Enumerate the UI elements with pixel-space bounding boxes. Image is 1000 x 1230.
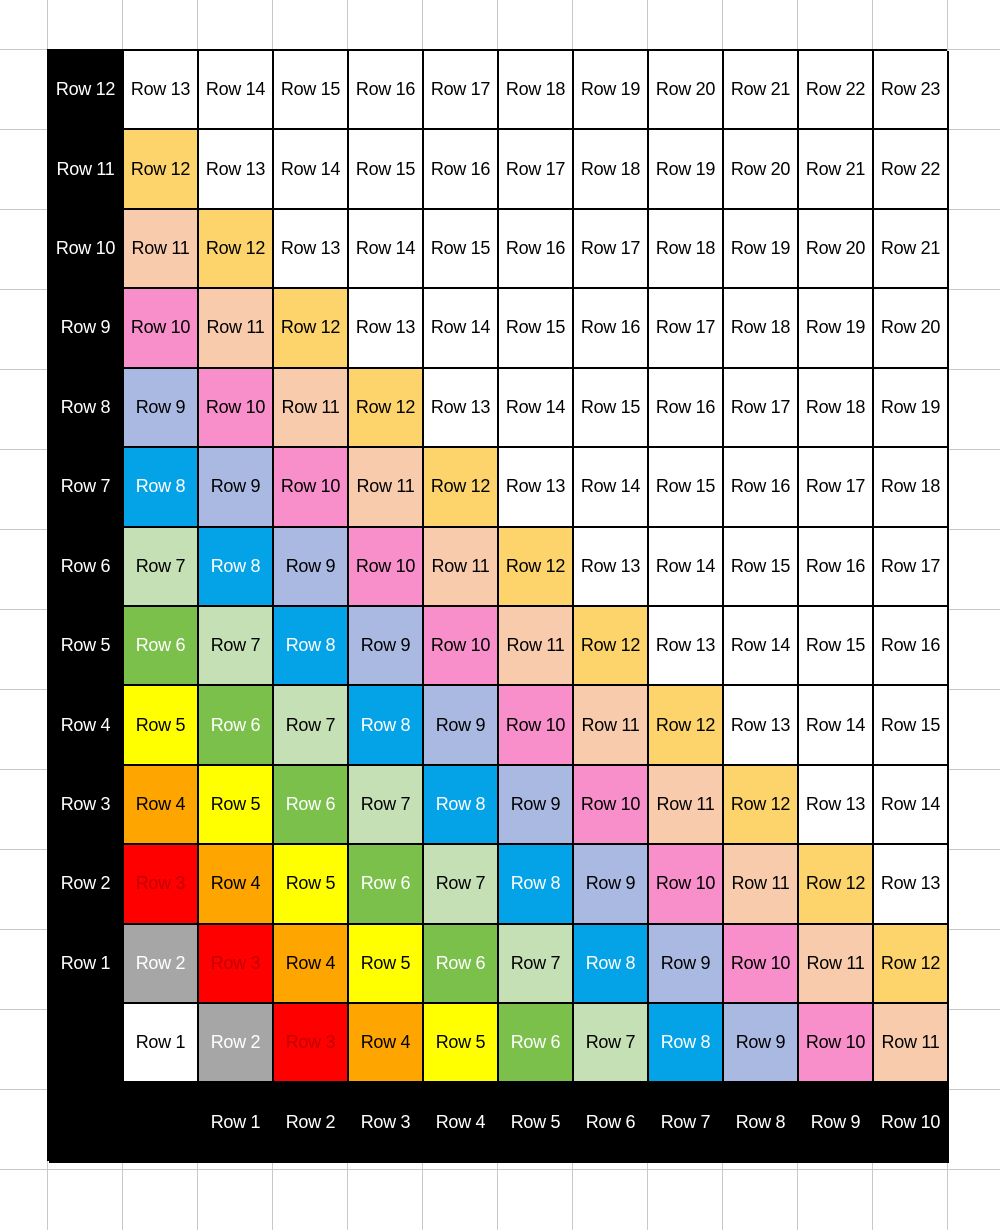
- grid-cell[interactable]: Row 11: [349, 448, 424, 527]
- grid-cell[interactable]: Row 20: [724, 130, 799, 209]
- grid-cell[interactable]: Row 9: [274, 528, 349, 607]
- grid-cell[interactable]: Row 6: [424, 925, 499, 1004]
- grid-cell[interactable]: Row 9: [49, 289, 124, 368]
- grid-cell[interactable]: Row 20: [799, 210, 874, 289]
- grid-cell[interactable]: Row 17: [649, 289, 724, 368]
- grid-cell[interactable]: Row 15: [424, 210, 499, 289]
- grid-cell[interactable]: Row 5: [124, 686, 199, 765]
- grid-cell[interactable]: Row 10: [799, 1004, 874, 1083]
- grid-cell[interactable]: Row 6: [349, 845, 424, 924]
- grid-cell[interactable]: Row 19: [649, 130, 724, 209]
- grid-cell[interactable]: Row 13: [799, 766, 874, 845]
- grid-cell[interactable]: Row 10: [124, 289, 199, 368]
- grid-cell[interactable]: Row 12: [199, 210, 274, 289]
- grid-cell[interactable]: Row 19: [574, 51, 649, 130]
- grid-cell[interactable]: Row 8: [649, 1004, 724, 1083]
- grid-cell[interactable]: Row 12: [274, 289, 349, 368]
- grid-cell[interactable]: Row 12: [349, 369, 424, 448]
- grid-cell[interactable]: Row 7: [199, 607, 274, 686]
- grid-cell[interactable]: Row 16: [874, 607, 949, 686]
- grid-cell[interactable]: Row 13: [724, 686, 799, 765]
- grid-cell[interactable]: Row 15: [349, 130, 424, 209]
- grid-cell[interactable]: Row 23: [874, 51, 949, 130]
- grid-cell[interactable]: Row 13: [499, 448, 574, 527]
- grid-cell[interactable]: Row 4: [49, 686, 124, 765]
- grid-cell[interactable]: Row 7: [124, 528, 199, 607]
- grid-cell[interactable]: Row 12: [874, 925, 949, 1004]
- grid-cell[interactable]: Row 1: [124, 1004, 199, 1083]
- grid-cell[interactable]: Row 8: [349, 686, 424, 765]
- grid-cell[interactable]: Row 9: [724, 1004, 799, 1083]
- grid-cell[interactable]: Row 10: [199, 369, 274, 448]
- grid-cell[interactable]: Row 21: [799, 130, 874, 209]
- grid-cell[interactable]: Row 10: [574, 766, 649, 845]
- grid-cell[interactable]: Row 15: [799, 607, 874, 686]
- grid-cell[interactable]: Row 1: [199, 1083, 274, 1162]
- grid-cell[interactable]: Row 11: [574, 686, 649, 765]
- grid-cell[interactable]: Row 15: [724, 528, 799, 607]
- grid-cell[interactable]: Row 22: [874, 130, 949, 209]
- grid-cell[interactable]: Row 12: [799, 845, 874, 924]
- grid-cell[interactable]: Row 8: [574, 925, 649, 1004]
- grid-cell[interactable]: Row 10: [349, 528, 424, 607]
- grid-cell[interactable]: Row 2: [124, 925, 199, 1004]
- grid-cell[interactable]: Row 9: [349, 607, 424, 686]
- grid-cell[interactable]: Row 16: [649, 369, 724, 448]
- grid-cell[interactable]: Row 9: [799, 1083, 874, 1162]
- grid-cell[interactable]: Row 16: [424, 130, 499, 209]
- grid-cell[interactable]: Row 4: [124, 766, 199, 845]
- grid-cell[interactable]: Row 11: [499, 607, 574, 686]
- grid-cell[interactable]: Row 5: [424, 1004, 499, 1083]
- grid-cell[interactable]: Row 6: [274, 766, 349, 845]
- grid-cell[interactable]: Row 4: [349, 1004, 424, 1083]
- grid-cell[interactable]: Row 17: [424, 51, 499, 130]
- grid-cell[interactable]: Row 16: [499, 210, 574, 289]
- grid-cell[interactable]: Row 8: [724, 1083, 799, 1162]
- grid-cell[interactable]: Row 3: [199, 925, 274, 1004]
- grid-cell[interactable]: Row 7: [349, 766, 424, 845]
- grid-cell[interactable]: Row 12: [124, 130, 199, 209]
- grid-cell[interactable]: Row 11: [649, 766, 724, 845]
- grid-cell[interactable]: Row 20: [874, 289, 949, 368]
- grid-cell[interactable]: Row 7: [574, 1004, 649, 1083]
- grid-cell[interactable]: Row 17: [874, 528, 949, 607]
- grid-cell[interactable]: Row 11: [49, 130, 124, 209]
- grid-cell[interactable]: Row 11: [274, 369, 349, 448]
- grid-cell[interactable]: Row 14: [649, 528, 724, 607]
- grid-cell[interactable]: Row 11: [724, 845, 799, 924]
- grid-cell[interactable]: Row 18: [499, 51, 574, 130]
- grid-cell[interactable]: Row 14: [724, 607, 799, 686]
- grid-cell[interactable]: Row 14: [574, 448, 649, 527]
- grid-cell[interactable]: Row 14: [274, 130, 349, 209]
- grid-cell[interactable]: Row 17: [499, 130, 574, 209]
- grid-cell[interactable]: Row 2: [274, 1083, 349, 1162]
- grid-cell[interactable]: Row 5: [274, 845, 349, 924]
- grid-cell[interactable]: Row 2: [199, 1004, 274, 1083]
- grid-cell[interactable]: Row 4: [274, 925, 349, 1004]
- grid-cell[interactable]: Row 18: [799, 369, 874, 448]
- grid-cell[interactable]: Row 15: [574, 369, 649, 448]
- grid-cell[interactable]: Row 12: [424, 448, 499, 527]
- grid-cell[interactable]: Row 11: [799, 925, 874, 1004]
- grid-cell[interactable]: Row 12: [724, 766, 799, 845]
- grid-cell[interactable]: Row 6: [124, 607, 199, 686]
- grid-cell[interactable]: Row 14: [349, 210, 424, 289]
- grid-cell[interactable]: Row 18: [874, 448, 949, 527]
- grid-cell[interactable]: Row 9: [124, 369, 199, 448]
- grid-cell[interactable]: Row 21: [874, 210, 949, 289]
- grid-cell[interactable]: [49, 1004, 124, 1083]
- grid-cell[interactable]: Row 22: [799, 51, 874, 130]
- grid-cell[interactable]: Row 3: [49, 766, 124, 845]
- grid-cell[interactable]: Row 5: [349, 925, 424, 1004]
- row-chart-grid: [47, 49, 947, 1161]
- grid-cell[interactable]: Row 16: [349, 51, 424, 130]
- grid-cell[interactable]: Row 7: [649, 1083, 724, 1162]
- grid-cell[interactable]: Row 13: [199, 130, 274, 209]
- grid-cell[interactable]: Row 7: [274, 686, 349, 765]
- grid-cell[interactable]: Row 8: [424, 766, 499, 845]
- grid-cell[interactable]: Row 17: [799, 448, 874, 527]
- grid-cell[interactable]: Row 14: [199, 51, 274, 130]
- grid-cell[interactable]: Row 6: [499, 1004, 574, 1083]
- grid-cell[interactable]: Row 5: [499, 1083, 574, 1162]
- grid-cell[interactable]: Row 13: [574, 528, 649, 607]
- grid-cell[interactable]: Row 10: [274, 448, 349, 527]
- grid-cell[interactable]: Row 13: [649, 607, 724, 686]
- grid-cell[interactable]: Row 12: [49, 51, 124, 130]
- grid-cell[interactable]: Row 4: [199, 845, 274, 924]
- grid-cell[interactable]: Row 10: [499, 686, 574, 765]
- grid-cell[interactable]: Row 9: [424, 686, 499, 765]
- grid-cell[interactable]: Row 6: [574, 1083, 649, 1162]
- grid-cell[interactable]: Row 3: [274, 1004, 349, 1083]
- grid-cell[interactable]: Row 7: [499, 925, 574, 1004]
- grid-cell[interactable]: Row 1: [49, 925, 124, 1004]
- grid-cell[interactable]: Row 15: [874, 686, 949, 765]
- grid-cell[interactable]: Row 16: [799, 528, 874, 607]
- grid-cell[interactable]: Row 10: [424, 607, 499, 686]
- grid-cell[interactable]: Row 12: [499, 528, 574, 607]
- grid-cell[interactable]: Row 20: [649, 51, 724, 130]
- grid-cell[interactable]: Row 19: [799, 289, 874, 368]
- grid-cell[interactable]: Row 3: [349, 1083, 424, 1162]
- grid-cell[interactable]: Row 9: [499, 766, 574, 845]
- grid-cell[interactable]: Row 18: [574, 130, 649, 209]
- grid-cell[interactable]: Row 21: [724, 51, 799, 130]
- grid-cell[interactable]: Row 8: [274, 607, 349, 686]
- grid-cell[interactable]: Row 10: [49, 210, 124, 289]
- grid-cell[interactable]: Row 17: [724, 369, 799, 448]
- grid-cell[interactable]: [49, 1083, 124, 1162]
- grid-cell[interactable]: Row 3: [124, 845, 199, 924]
- grid-cell[interactable]: Row 11: [874, 1004, 949, 1083]
- grid-cell[interactable]: Row 18: [649, 210, 724, 289]
- grid-cell[interactable]: Row 8: [124, 448, 199, 527]
- grid-cell[interactable]: Row 14: [799, 686, 874, 765]
- grid-cell[interactable]: Row 15: [499, 289, 574, 368]
- grid-cell[interactable]: Row 19: [724, 210, 799, 289]
- grid-cell[interactable]: Row 10: [649, 845, 724, 924]
- grid-cell[interactable]: Row 14: [499, 369, 574, 448]
- grid-cell[interactable]: Row 5: [49, 607, 124, 686]
- grid-cell[interactable]: Row 13: [124, 51, 199, 130]
- grid-cell[interactable]: Row 15: [649, 448, 724, 527]
- grid-cell[interactable]: Row 2: [49, 845, 124, 924]
- grid-cell[interactable]: Row 12: [649, 686, 724, 765]
- grid-cell[interactable]: Row 12: [574, 607, 649, 686]
- grid-cell[interactable]: Row 7: [49, 448, 124, 527]
- grid-cell[interactable]: Row 4: [424, 1083, 499, 1162]
- grid-cell[interactable]: Row 10: [874, 1083, 949, 1162]
- grid-cell[interactable]: Row 13: [274, 210, 349, 289]
- grid-cell[interactable]: Row 15: [274, 51, 349, 130]
- grid-cell[interactable]: Row 16: [724, 448, 799, 527]
- grid-cell[interactable]: Row 13: [874, 845, 949, 924]
- grid-cell[interactable]: Row 13: [349, 289, 424, 368]
- grid-cell[interactable]: Row 10: [724, 925, 799, 1004]
- grid-cell[interactable]: Row 8: [49, 369, 124, 448]
- grid-cell[interactable]: Row 9: [199, 448, 274, 527]
- grid-cell[interactable]: Row 19: [874, 369, 949, 448]
- grid-cell[interactable]: Row 9: [649, 925, 724, 1004]
- grid-cell[interactable]: Row 9: [574, 845, 649, 924]
- grid-cell[interactable]: Row 8: [199, 528, 274, 607]
- grid-cell[interactable]: Row 13: [424, 369, 499, 448]
- grid-cell[interactable]: [124, 1083, 199, 1162]
- grid-cell[interactable]: Row 6: [199, 686, 274, 765]
- grid-cell[interactable]: Row 11: [199, 289, 274, 368]
- grid-cell[interactable]: Row 6: [49, 528, 124, 607]
- grid-cell[interactable]: Row 16: [574, 289, 649, 368]
- grid-cell[interactable]: Row 8: [499, 845, 574, 924]
- grid-cell[interactable]: Row 11: [124, 210, 199, 289]
- grid-cell[interactable]: Row 7: [424, 845, 499, 924]
- grid-cell[interactable]: Row 18: [724, 289, 799, 368]
- grid-cell[interactable]: Row 14: [874, 766, 949, 845]
- grid-cell[interactable]: Row 11: [424, 528, 499, 607]
- grid-cell[interactable]: Row 5: [199, 766, 274, 845]
- grid-cell[interactable]: Row 14: [424, 289, 499, 368]
- grid-cell[interactable]: Row 17: [574, 210, 649, 289]
